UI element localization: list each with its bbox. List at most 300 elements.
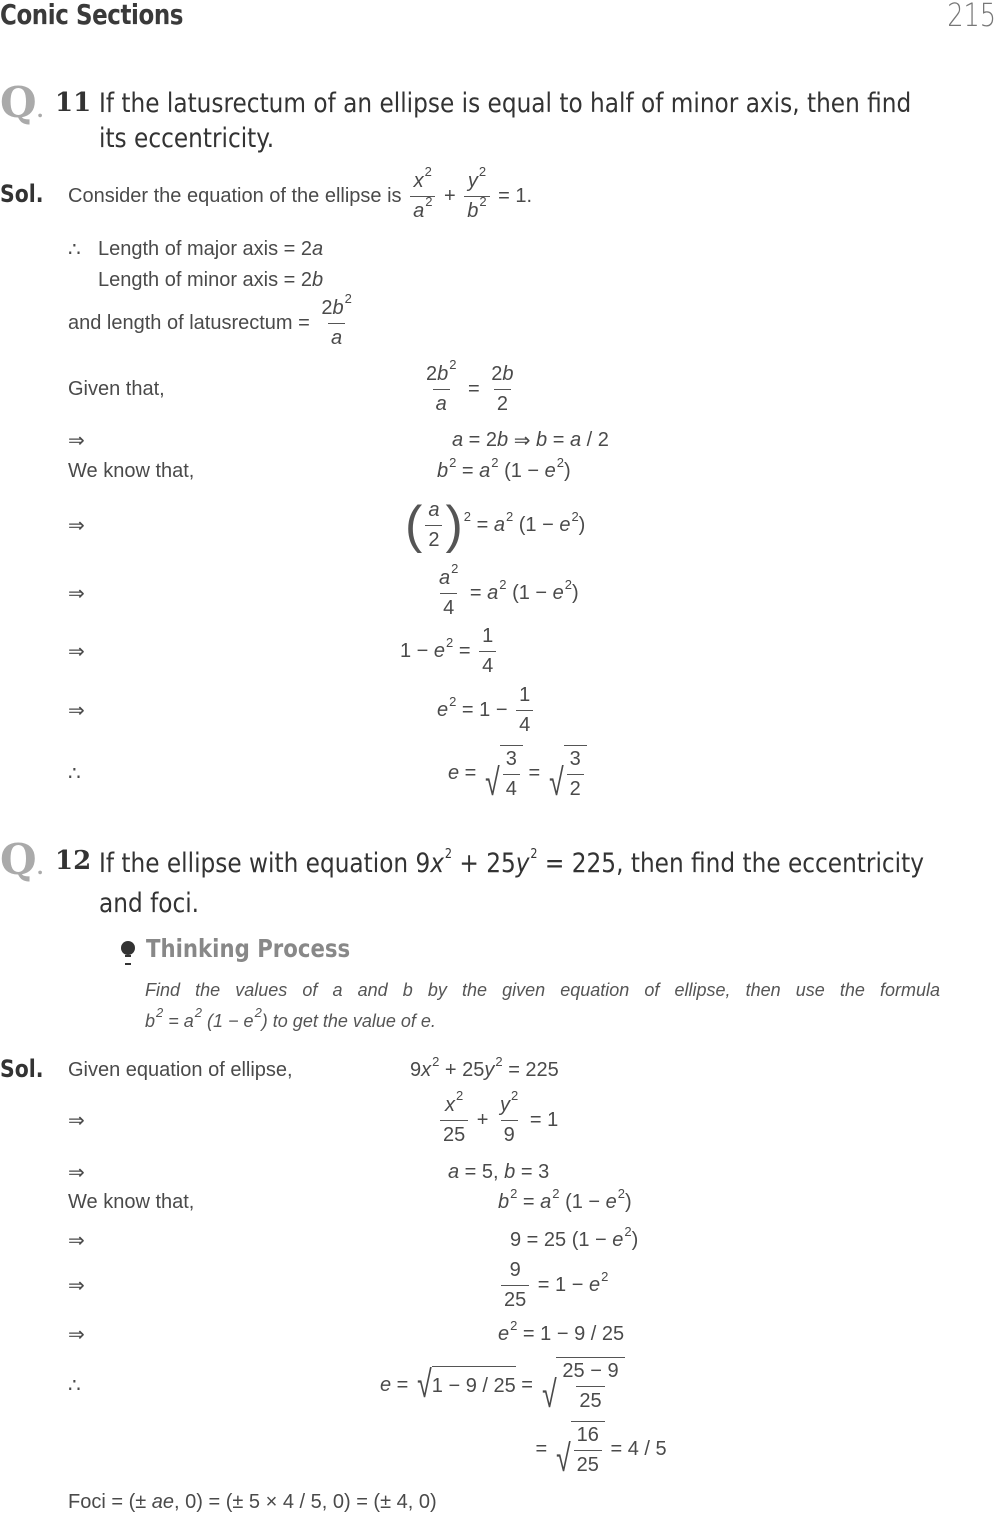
step-label: Length of major axis = 2 [98,237,313,260]
math-group [500,1087,519,1118]
question-marker: Q. [0,78,44,127]
question-text-line1 [99,838,924,888]
math-group [506,777,517,802]
solution-step [68,1350,619,1420]
math-fraction [440,1087,468,1148]
math-fraction [503,747,520,802]
math-group [439,560,459,591]
math-variable: y [515,847,530,879]
math-fraction [318,290,354,351]
question-text-line1: If the latusrectum of an ellipse is equal to half of minor axis, then find [99,88,912,119]
math-superscript: 2 [601,1268,609,1284]
step-expression [433,560,579,621]
math-text: 4 [505,777,517,800]
radical-sign: √ [485,761,500,804]
math-group [428,498,439,523]
page-number: 215 [947,0,996,34]
math-superscript: 2 [456,1087,464,1103]
step-label: Length of minor axis = 2 [98,268,313,291]
math-variable: e [437,698,449,721]
math-text: = [522,761,546,784]
math-text: (1 − [506,581,553,604]
question-text-after: , then find the eccentricity [616,847,924,879]
math-variable: e [588,1273,601,1296]
math-group [577,1453,599,1478]
math-group [577,1423,599,1448]
math-square-root [482,745,523,802]
math-variable: e [552,581,564,604]
solution-step [68,1035,559,1105]
math-text: 4 [443,596,455,619]
math-text: = 1. [492,184,533,207]
radical-sign: √ [541,1373,557,1416]
math-group [445,1087,464,1118]
math-text: / 2 [581,428,609,451]
step-expression [498,1317,625,1346]
math-text: = 1 − [532,1273,589,1296]
math-superscript: 2 [344,290,352,306]
step-expression [530,1421,667,1478]
math-text: 1 [482,624,494,647]
math-text: 9 [410,1058,422,1081]
fraction-denominator [501,1120,518,1148]
math-text: 9 [503,1123,515,1146]
math-fraction [425,498,442,553]
math-text: = [163,1010,184,1031]
math-group [426,356,457,387]
math-text: 2 [426,362,438,385]
step-expression [407,163,533,224]
math-text: 25 [504,1288,527,1311]
math-superscript: 2 [499,576,507,592]
fraction-denominator [501,1285,529,1313]
math-text: = [471,513,494,536]
step-label: ⇒ [68,514,85,537]
solution-step [68,1467,437,1537]
math-text: = [515,1373,539,1396]
step-expression [437,683,536,738]
math-text: ) [572,581,579,604]
math-text: 9 [415,847,431,879]
math-variable: a [331,326,343,349]
fraction-numerator [423,356,459,389]
math-fraction [488,362,516,417]
math-variable: a [448,1160,460,1183]
math-variable: a [487,581,499,604]
math-square-root [414,1366,516,1404]
math-text: 9 = 25 (1 − [510,1228,613,1251]
question-marker-letter: Q [0,78,37,127]
math-variable: b [536,428,548,451]
math-superscript: 2 [449,693,457,709]
math-group [497,392,508,417]
chapter-title: Conic Sections [0,0,184,31]
radicand [432,1366,516,1404]
math-text: (1 − [498,459,545,482]
math-fraction [410,163,435,224]
math-group [570,777,581,802]
math-fraction [559,1359,621,1414]
math-superscript: 2 [511,1087,519,1103]
math-superscript: 2 [194,1004,203,1020]
math-superscript: 2 [425,193,433,209]
question-text-line2: its eccentricity. [99,123,275,154]
thinking-process-line2 [145,1003,940,1039]
math-superscript: 2 [444,846,453,862]
math-group [519,683,530,708]
math-variable: a [428,498,440,521]
math-variable: b [332,296,344,319]
step-expression [448,1161,549,1184]
math-variable: b [504,1160,516,1183]
math-variable: x [413,169,424,192]
step-label: We know that, [68,459,195,482]
math-variable: e [605,1190,617,1213]
math-text: 25 [579,1389,602,1412]
fraction-denominator [464,193,489,224]
fraction-denominator [576,1386,604,1414]
math-group [416,848,617,879]
math-text: = 1 − 9 / 25 [517,1322,625,1345]
math-superscript: 2 [510,1185,518,1201]
math-fraction [501,1258,529,1313]
math-superscript: 2 [491,454,499,470]
math-variable: e [544,459,556,482]
math-fraction [479,624,496,679]
math-variable: a [569,428,582,451]
math-text: + [471,1108,495,1131]
step-label: ⇒ [68,429,85,452]
step-expression [380,1357,625,1414]
step-expression [68,1491,437,1514]
step-expression [420,356,520,417]
step-label: ⇒ [68,1274,85,1297]
step-label: ∴ [68,1374,81,1397]
step-label: Given that, [68,377,165,400]
math-group [571,1423,605,1478]
math-text: Foci = (± [68,1490,152,1513]
math-text: = [453,639,477,662]
fraction-numerator [503,747,520,774]
fraction-denominator [440,1120,468,1148]
math-variable: b [498,1190,510,1213]
fraction-numerator [559,1359,621,1386]
math-text: 3 [569,747,581,770]
math-superscript: 2 [624,1223,632,1239]
math-variable: e [448,761,460,784]
math-superscript: 2 [449,356,457,372]
radicand [571,1421,605,1478]
math-superscript: 2 [449,454,457,470]
solution-label: Sol. [0,1055,44,1083]
math-superscript: 2 [617,1185,626,1201]
math-text: (1 − [559,1190,606,1213]
math-fraction [423,356,459,417]
step-expression [315,290,357,351]
math-group [413,163,432,194]
math-superscript: 2 [156,1004,164,1020]
math-text: 1 − 9 / 25 [431,1374,516,1397]
math-superscript: 2 [446,634,454,650]
math-variable: a [439,566,451,589]
math-group [556,1359,624,1414]
math-superscript: 2 [424,163,432,179]
math-group [504,1288,526,1313]
question-marker-letter: Q [0,835,37,884]
math-variable: b [437,459,449,482]
math-variable: a [452,428,464,451]
math-variable: b [437,362,449,385]
question-number: 11 [55,88,92,118]
question-equation [416,848,617,879]
step-expression [400,624,499,679]
math-square-root [539,1357,625,1414]
left-paren: ( [405,496,423,554]
step-expression [437,1087,559,1148]
solution-step [68,436,571,506]
step-label: Consider the equation of the ellipse is [68,184,408,207]
fraction-denominator [567,774,584,802]
fraction-numerator [497,1087,521,1120]
math-group [413,193,433,224]
step-label: We know that, [68,1190,195,1213]
math-text: = 225 [502,1058,559,1081]
math-text: , 0) = (± 5 × 4 / 5, 0) = (± 4, 0) [174,1490,437,1513]
math-text: 2 [428,528,440,551]
math-text: 2 [496,392,508,415]
math-text: 3 [505,747,517,770]
step-label: ⇒ [68,582,85,605]
math-fraction [574,1423,602,1478]
math-text: = [517,1190,541,1213]
math-variable: x [430,847,445,879]
fraction-numerator [318,290,354,323]
math-text: = [464,581,488,604]
math-text: ) to get the value of e. [261,1010,436,1031]
math-variable: a [413,199,425,222]
fraction-denominator [574,1450,602,1478]
math-group [443,1123,465,1148]
fraction-denominator [433,389,450,417]
solution-step [68,738,581,808]
math-fraction [436,560,461,621]
solution-step [68,288,358,358]
math-superscript: 2 [463,508,472,524]
math-text: (1 − [513,513,560,536]
fraction-denominator [479,651,496,679]
right-paren: ) [445,496,463,554]
math-text: + 25 [439,1058,485,1081]
math-text: 2 [491,362,503,385]
step-label: ⇒ [68,1229,85,1252]
step-label: ∴ [68,762,81,785]
math-group [331,326,342,351]
math-superscript: 2 [254,1004,262,1020]
fraction-denominator [328,323,345,351]
solution-step [68,1167,632,1237]
math-variable: b [497,428,509,451]
math-superscript: 2 [556,454,565,470]
math-variable: a [435,392,447,415]
math-group [482,654,493,679]
math-text: 25 − 9 [562,1359,619,1382]
math-text: + 25 [452,847,516,879]
math-text: 16 [576,1423,599,1446]
math-text: ) [578,513,586,536]
step-label: ⇒ [68,1109,85,1132]
math-text: 2 [569,777,581,800]
math-text: = 3 [515,1160,550,1183]
math-fraction [516,683,533,738]
math-text: = 1 − [456,698,514,721]
step-label: Given equation of ellipse, [68,1058,293,1081]
math-variable: e [498,1322,510,1345]
math-superscript: 2 [530,846,538,862]
math-group [564,747,587,802]
math-variable: y [467,169,478,192]
math-variable: ae [151,1490,175,1513]
math-variable: e [243,1010,254,1031]
math-group [491,362,513,387]
math-variable: y [500,1093,511,1116]
fraction-numerator [567,747,584,774]
math-text: ) [625,1190,632,1213]
math-superscript: 2 [552,1185,560,1201]
math-group [436,392,447,417]
step-expression [405,498,585,553]
step-expression [498,1258,608,1313]
math-text: ) [564,459,571,482]
radicand [500,745,523,802]
math-text: = [462,377,486,400]
solution-step [68,490,586,560]
math-text: = 1 [524,1108,559,1131]
math-text: = [459,761,482,784]
math-group [500,747,523,802]
thinking-process-title: Thinking Process [146,934,351,963]
fraction-numerator [425,498,442,525]
question-marker: Q. [0,835,44,884]
math-variable: b [467,199,479,222]
math-text: 1 − [400,639,434,662]
math-variable: e [380,1373,392,1396]
fraction-numerator [465,163,489,196]
math-superscript: 2 [432,1053,440,1069]
fraction-denominator [410,193,435,224]
math-group [482,624,493,649]
fraction-numerator [442,1087,466,1120]
step-expression [437,454,571,483]
fraction-denominator [440,593,457,621]
fraction-numerator [479,624,496,651]
fraction-numerator [574,1423,602,1450]
math-superscript: 2 [564,576,573,592]
math-group [443,596,454,621]
math-group [432,1375,516,1398]
step-expression [452,428,609,453]
math-superscript: 2 [495,1053,503,1069]
math-text: ⇒ [508,429,537,452]
step-expression [510,1223,639,1252]
thinking-process-line1: Find the values of a and b by the given equation of ellipse, then use the formula [145,980,940,1000]
math-variable: e [612,1228,624,1251]
solution-step [68,675,531,745]
step-symbol: ∴ [68,238,81,261]
math-text: = 2 [463,428,498,451]
math-variable: e [433,639,446,662]
radical-sign: √ [417,1364,432,1406]
math-group [428,528,439,553]
math-variable: a [183,1010,194,1031]
math-text: = [547,428,570,451]
math-variable: b [502,362,514,385]
fraction-denominator [516,710,533,738]
math-text: (1 − [202,1010,244,1031]
math-group [562,1359,618,1384]
math-fraction [497,1087,521,1148]
fraction-numerator [516,683,533,710]
step-expression [498,1185,632,1214]
fraction-denominator [503,774,520,802]
math-text: ) [631,1228,639,1251]
math-superscript: 2 [571,508,579,524]
math-group [422,498,445,553]
math-group [519,713,530,738]
math-group [467,193,487,224]
math-variable: a [312,237,324,260]
math-group [570,747,581,772]
math-square-root [553,1421,605,1478]
question-text-line2: and foci. [99,888,200,919]
step-label: ⇒ [68,640,85,663]
math-group [506,747,517,772]
step-expression [410,1053,559,1082]
math-text: 25 [443,1123,466,1146]
math-text: = 5, [459,1160,505,1183]
math-group [145,1004,436,1032]
fraction-numerator [507,1258,524,1285]
math-variable: x [421,1058,432,1081]
fraction-numerator [411,163,435,196]
math-square-root [546,745,587,802]
math-text: = [391,1373,414,1396]
math-superscript: 2 [505,508,514,524]
math-group [467,163,487,194]
math-text: = 225 [537,847,617,879]
math-variable: y [484,1058,495,1081]
math-group [579,1389,601,1414]
step-expression [448,745,587,802]
lightbulb-icon [121,941,135,955]
math-variable: b [145,1010,156,1031]
math-superscript: 2 [510,1317,518,1333]
math-text: 9 [509,1258,521,1281]
math-group [510,1258,521,1283]
math-text: + [438,184,462,207]
step-label: ⇒ [68,1323,85,1346]
math-fraction [567,747,584,802]
math-text: 2 [321,296,333,319]
math-text: 25 [576,1453,599,1476]
math-parentheses [405,498,463,553]
step-label: ⇒ [68,1161,85,1184]
radical-sign: √ [548,761,564,804]
math-superscript: 2 [479,193,487,209]
math-fraction [464,163,489,224]
math-text: = [456,459,480,482]
math-text: = 4 / 5 [604,1437,667,1460]
math-variable: e [559,513,571,536]
